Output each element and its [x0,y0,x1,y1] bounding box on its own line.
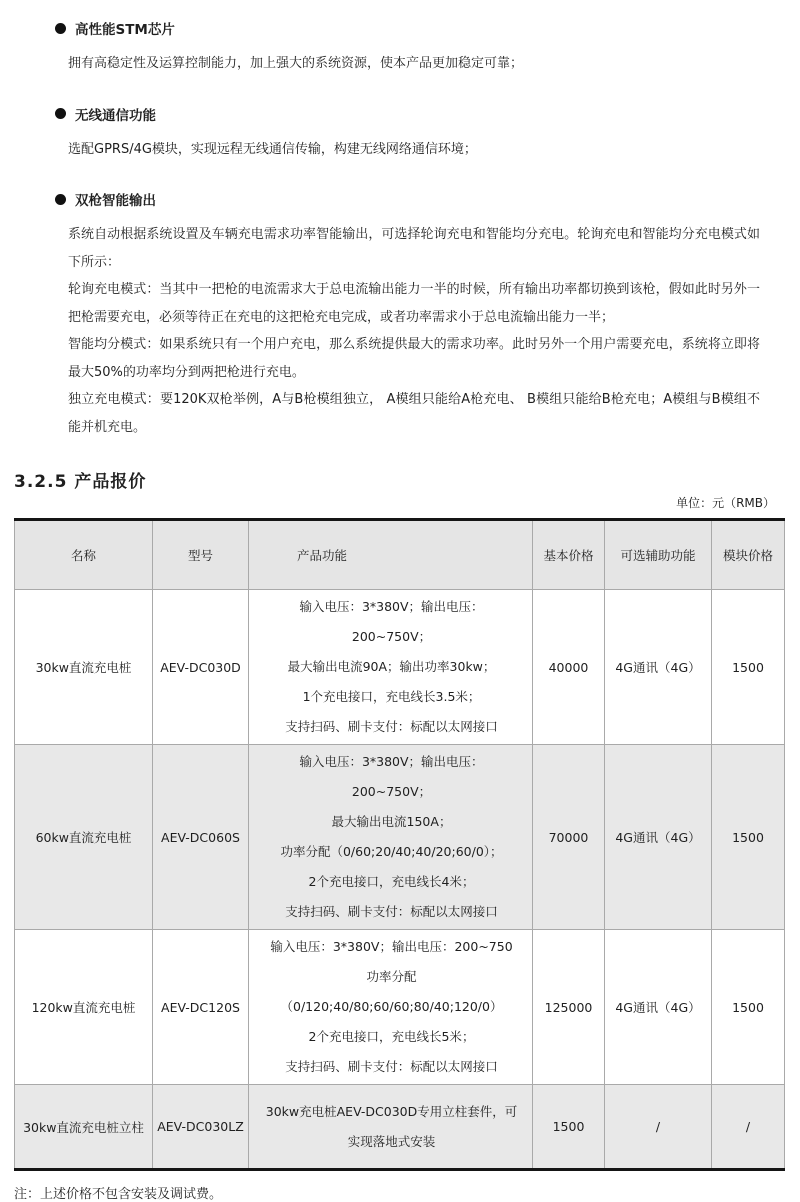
product-name-cell: 120kw直流充电桩 [15,930,153,1085]
features-cell [249,745,533,930]
feature-line: 最大输出电流150A； [331,814,452,829]
footnote: 注：上述价格不包含安装及调试费。 [14,1187,223,1202]
column-header-base-price: 基本价格 [533,520,605,590]
feature-line: 支持扫码、刷卡支付：标配以太网接口 [285,719,498,734]
feature-title-row [55,18,760,38]
table-row-60kw [15,745,785,930]
features-cell [249,1085,533,1170]
base-price-cell: 40000 [533,590,605,745]
model-cell: AEV-DC030LZ [153,1085,249,1170]
column-header-model: 型号 [153,520,249,590]
feature-item-dual-gun [55,189,760,441]
feature-paragraph: 智能均分模式：如果系统只有一个用户充电，那么系统提供最大的需求功率。此时另外一个用户需要充电，系统将立即将最大50%的功率均分到两把枪进行充电。 [68,337,760,380]
product-name-cell: 60kw直流充电桩 [15,745,153,930]
module-price-cell: 1500 [712,590,785,745]
feature-list [0,18,800,441]
feature-line: 支持扫码、刷卡支付：标配以太网接口 [285,904,498,919]
feature-title: 无线通信功能 [75,107,156,124]
column-header-module-price: 模块价格 [712,520,785,590]
optional-function-cell: 4G通讯（4G） [605,930,712,1085]
features-cell [249,590,533,745]
feature-paragraph: 系统自动根据系统设置及车辆充电需求功率智能输出，可选择轮询充电和智能均分充电。轮询充电和智能均分充电模式如下所示： [68,227,760,270]
feature-paragraph: 轮询充电模式：当其中一把枪的电流需求大于总电流输出能力一半的时候，所有输出功率都切换到该枪，假如此时另外一把枪需要充电，必须等待正在充电的这把枪充电完成，或者功率需求小于总电流输出能力一半； [68,282,760,325]
feature-line: 输入电压：3*380V；输出电压：200~750 [270,939,513,954]
feature-paragraph: 拥有高稳定性及运算控制能力，加上强大的系统资源，使本产品更加稳定可靠； [68,56,524,71]
feature-line: 1个充电接口，充电线长3.5米； [302,689,481,704]
feature-body [55,50,760,78]
features-cell [249,930,533,1085]
feature-line: 2个充电接口，充电线长4米； [308,874,475,889]
section-title: 3.2.5 产品报价 [14,472,147,492]
base-price-cell: 70000 [533,745,605,930]
model-cell: AEV-DC120S [153,930,249,1085]
optional-function-cell: / [605,1085,712,1170]
feature-line: 最大输出电流90A；输出功率30kw； [287,659,496,674]
base-price-cell: 1500 [533,1085,605,1170]
column-header-optional: 可选辅助功能 [605,520,712,590]
feature-title-row [55,104,760,124]
product-name-cell: 30kw直流充电桩立柱 [15,1085,153,1170]
table-row-30kw [15,590,785,745]
pricing-table [14,518,785,1171]
feature-line: 功率分配（0/120;40/80;60/60;80/40;120/0） [280,969,503,1014]
feature-line: 输入电压：3*380V；输出电压：200~750V； [299,599,484,644]
bullet-icon [55,108,66,119]
column-header-features: 产品功能 [249,520,533,590]
module-price-cell: / [712,1085,785,1170]
feature-title: 高性能STM芯片 [75,22,175,38]
feature-body [55,221,760,441]
bullet-icon [55,23,66,34]
feature-item-stm-chip [55,18,760,78]
table-header-row [15,520,785,590]
module-price-cell: 1500 [712,930,785,1085]
feature-line: 30kw充电桩AEV-DC030D专用立柱套件，可实现落地式安装 [265,1103,518,1149]
feature-title: 双枪智能输出 [75,193,156,209]
feature-line: 支持扫码、刷卡支付：标配以太网接口 [285,1059,498,1074]
optional-function-cell: 4G通讯（4G） [605,590,712,745]
feature-item-wireless [55,104,760,164]
feature-body [55,136,760,164]
table-row-120kw [15,930,785,1085]
feature-line: 输入电压：3*380V；输出电压：200~750V； [299,754,484,799]
product-name-cell: 30kw直流充电桩 [15,590,153,745]
bullet-icon [55,194,66,205]
optional-function-cell: 4G通讯（4G） [605,745,712,930]
feature-paragraph: 选配GPRS/4G模块，实现远程无线通信传输，构建无线网络通信环境； [68,141,477,157]
table-row-pillar [15,1085,785,1170]
feature-line: 2个充电接口，充电线长5米； [308,1029,475,1044]
module-price-cell: 1500 [712,745,785,930]
unit-label: 单位：元（RMB） [676,496,775,510]
feature-title-row [55,189,760,209]
model-cell: AEV-DC060S [153,745,249,930]
feature-line: 功率分配（0/60;20/40;40/20;60/0）； [280,844,503,859]
column-header-name: 名称 [15,520,153,590]
base-price-cell: 125000 [533,930,605,1085]
model-cell: AEV-DC030D [153,590,249,745]
feature-paragraph: 独立充电模式：要120K双枪举例，A与B枪模组独立， A模组只能给A枪充电、 B模组只能给B枪充电；A模组与B模组不能并机充电。 [68,392,760,435]
